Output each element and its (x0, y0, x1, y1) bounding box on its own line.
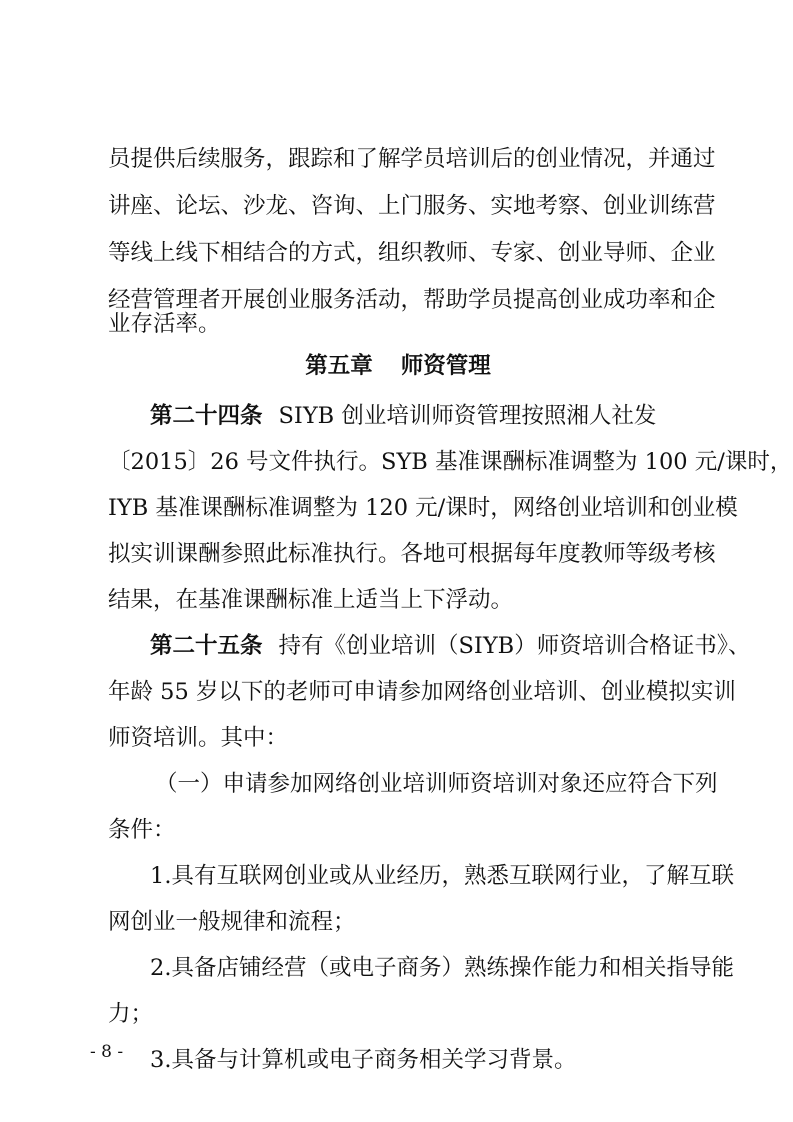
condition-1-rest: 网创业一般规律和流程； (108, 909, 356, 935)
article-25-label: 第二十五条 (150, 633, 263, 659)
article-24-label: 第二十四条 (150, 403, 263, 429)
article-25-text: 持有《创业培训（SIYB）师资培训合格证书》、 (278, 633, 751, 659)
paragraph-line: 等线上线下相结合的方式，组织教师、专家、创业导师、企业 (108, 240, 716, 266)
item-1-first-line: （一）申请参加网络创业培训师资培训对象还应符合下列 (155, 771, 718, 797)
chapter-title: 师资管理 (400, 353, 491, 379)
paragraph-line: 业存活率。 (108, 311, 221, 337)
chapter-number: 第五章 (305, 353, 373, 379)
paragraph-line: 年龄 55 岁以下的老师可申请参加网络创业培训、创业模拟实训 (108, 679, 736, 705)
paragraph-line: 师资培训。其中： (108, 725, 289, 751)
article-24-text: SIYB 创业培训师资管理按照湘人社发 (278, 403, 657, 429)
paragraph-line: 讲座、论坛、沙龙、咨询、上门服务、实地考察、创业训练营 (108, 193, 716, 219)
condition-3: 3.具备与计算机或电子商务相关学习背景。 (150, 1047, 577, 1073)
page-number: - 8 - (90, 1042, 124, 1062)
condition-2-first-line: 2.具备店铺经营（或电子商务）熟练操作能力和相关指导能 (150, 955, 734, 981)
condition-1-first-line: 1.具有互联网创业或从业经历，熟悉互联网行业，了解互联 (150, 863, 734, 889)
paragraph-line: 拟实训课酬参照此标准执行。各地可根据每年度教师等级考核 (108, 541, 716, 567)
article-24-first-line (150, 393, 688, 439)
item-1-rest: 条件： (108, 817, 176, 843)
paragraph-line: 结果，在基准课酬标准上适当上下浮动。 (108, 587, 514, 613)
paragraph-line: 〔2015〕26 号文件执行。SYB 基准课酬标准调整为 100 元/课时， (108, 449, 793, 475)
paragraph-line: 员提供后续服务，跟踪和了解学员培训后的创业情况，并通过 (108, 146, 716, 172)
paragraph-line: 经营管理者开展创业服务活动，帮助学员提高创业成功率和企 (108, 287, 716, 313)
chapter-heading (108, 343, 688, 389)
condition-2-rest: 力； (108, 1001, 154, 1027)
article-25-first-line (150, 623, 751, 669)
paragraph-line: IYB 基准课酬标准调整为 120 元/课时，网络创业培训和创业模 (108, 495, 738, 521)
